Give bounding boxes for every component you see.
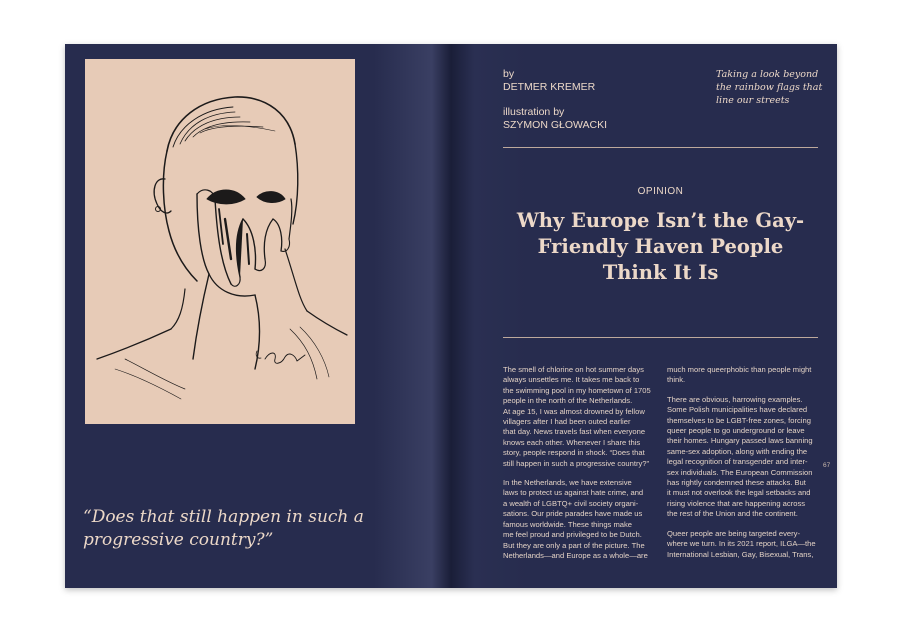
article-tagline: Taking a look beyond the rainbow flags that line our streets (716, 69, 823, 106)
right-page (451, 44, 837, 588)
author-name: DETMER KREMER (503, 81, 596, 93)
body-paragraph: There are obvious, harrowing examples. Some Polish municipalities have declared themselves to be LGBT-free zones, forcing queer people to go underground or leave their homes. Hungary passed laws banning same-sex adoption, along with ending the legal recognition of transgender and inter- sex individuals. The European Commission has rightly condemned these attacks. But it must not overlook the legal setbacks and rising violence that are happening across the rest of the Union and the continent. (667, 394, 813, 519)
left-page (65, 44, 451, 588)
body-column-2 (667, 365, 819, 569)
byline (503, 68, 607, 132)
illustrator-name: SZYMON GŁOWACKI (503, 119, 608, 131)
body-paragraph: Queer people are being targeted every- where we turn. In its 2021 report, ILGA—the International Lesbian, Gay, Bisexual, Trans, (667, 528, 816, 559)
body-paragraph: much more queerphobic than people might think. (667, 365, 812, 385)
page-number: 67 (823, 462, 831, 469)
top-divider (503, 147, 818, 148)
bottom-divider (503, 337, 818, 338)
body-paragraph: The smell of chlorine on hot summer days always unsettles me. It takes me back to the swimming pool in my hometown of 1705 people in the north of the Netherlands. At age 15, I was almost drowned by fellow villagers after I had been outed earlier that day. News travels fast when everyone knows each other. Whenever I share this story, people respond in shock. “Does that still happen in such a progressive country?” (503, 365, 651, 468)
section-label: OPINION (637, 186, 684, 197)
magazine-spread (65, 44, 837, 588)
body-column-1 (503, 365, 655, 570)
ink-portrait-illustration (85, 59, 355, 424)
article-headline: Why Europe Isn’t the Gay-Friendly Haven People Think It Is (516, 209, 805, 284)
illustration-label: illustration by (503, 106, 565, 118)
pull-quote: “Does that still happen in such a progressive country?” (83, 507, 364, 550)
by-label: by (503, 68, 515, 80)
portrait-drawing (85, 59, 355, 424)
body-paragraph: In the Netherlands, we have extensive laws to protect us against hate crime, and a wealth of LGBTQ+ civil society organi- sations. Our pride parades have made us famous worldwide. These things make me feel proud and privileged to be Dutch. But they are only a part of the picture. The Netherlands—and Europe as a whole—are (503, 478, 648, 560)
